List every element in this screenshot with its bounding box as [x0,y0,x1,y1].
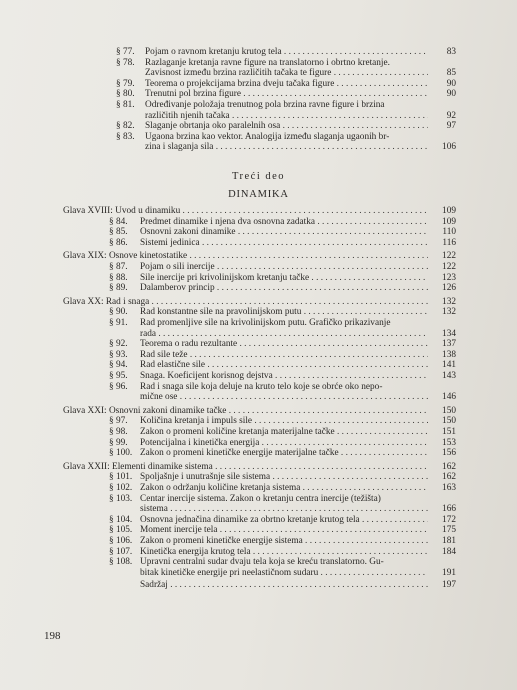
entry-title: Pojam o ravnom kretanju krutog tela . . . [145,47,428,57]
entry-title: Teorema o radu rezultante . . . [140,339,428,349]
page-ref: 162 [442,461,456,472]
section-number: § 99. [109,437,128,448]
section-title: DINAMIKA [228,189,289,200]
section-number: § 90. [109,307,128,318]
entry-title: Predmet dinamike i njena dva osnovna zadatka . . . [140,217,428,227]
entry-title: Rad promenljive sile na krivolinijskom putu. Grafičko prikazivanje [140,318,391,328]
page-ref: 150 [442,416,456,427]
entry-title: različitih njenih tačaka . . . [145,111,428,121]
entry-title: Osnovni zakoni dinamike . . . [140,227,428,237]
page-ref: 184 [442,546,456,557]
page-ref: 143 [442,371,456,381]
page-ref: 181 [442,536,456,546]
section-number: § 101. [109,472,133,483]
section-number: § 85. [109,227,128,238]
entry-title: sistema . . . [140,504,428,514]
entry-title: rada . . . [140,329,428,339]
entry-title: Glava XXI: Osnovni zakoni dinamike tačke . . . [63,406,428,416]
entry-title: Rad i snaga sile koja deluje na kruto telo koje se obrće oko nepo- [140,381,383,392]
page-ref: 90 [446,78,456,89]
page-ref: 122 [442,262,456,272]
section-number: § 98. [109,427,128,437]
page-ref: 126 [442,283,456,294]
section-number: § 97. [109,416,128,427]
section-number: § 93. [109,349,128,360]
entry-title: Rad elastične sile . . . [140,360,428,370]
entry-title: zina i slaganja sila . . . [145,142,428,152]
page-ref: 109 [442,206,456,216]
entry-title: Zavisnost između brzina različitih tačaka te figure . . . [145,68,428,78]
section-number: § 82. [116,121,135,132]
entry-title: Ugaona brzina kao vektor. Analogija između slaganja ugaonih br- [145,131,390,142]
entry-title: Određivanje položaja trenutnog pola brzina ravne figure i brzina [145,100,385,110]
page-number: 198 [44,630,61,642]
entry-title: Zakon o promeni količine kretanja materijalne tačke . . . [140,427,428,437]
entry-title: Zakon o promeni kinetičke energije sistema . . . [140,536,428,546]
page-ref: 153 [442,437,456,448]
entry-title: Dalamberov princip . . . [140,283,428,293]
page-ref: 156 [442,448,456,459]
entry-title: Glava XX: Rad i snaga . . . [63,297,428,307]
page-ref: 134 [442,328,456,339]
section-number: § 106. [109,536,133,546]
page-ref: 137 [442,339,456,350]
entry-title: Razlaganje kretanja ravne figure na translatorno i obrtno kretanje. [145,57,390,68]
section-number: § 89. [109,283,128,294]
page-ref: 166 [442,504,456,515]
page-ref: 97 [446,121,456,132]
section-number: § 81. [116,100,135,110]
section-number: § 77. [116,47,135,57]
page-ref: 123 [442,272,456,283]
section-number: § 80. [116,89,135,100]
entry-title: Upravni centralni sudar dvaju tela koja se kreću translatorno. Gu- [140,557,384,568]
section-number: § 105. [109,525,133,536]
section-number: § 95. [109,371,128,381]
section-number: § 83. [116,131,135,142]
entry-title: Slaganje obrtanja oko paralelnih osa . . . [145,121,428,131]
entry-title: Kinetička energija krutog tela . . . [140,547,428,557]
section-number: § 100. [109,448,133,459]
page-ref: 172 [442,514,456,525]
entry-title: Centar inercije sistema. Zakon o kretanju centra inercije (težišta) [140,493,381,504]
section-number: § 87. [109,262,128,272]
section-number: § 102. [109,483,133,493]
page-ref: 85 [446,68,456,79]
page-ref: 83 [446,47,456,57]
page-ref: 90 [446,89,456,100]
entry-title: Moment inercije tela . . . [140,525,428,535]
page-ref: 150 [442,405,456,416]
page-ref: 116 [442,237,456,248]
section-number: § 92. [109,339,128,350]
entry-title: mične ose . . . [140,392,428,402]
section-number: § 104. [109,514,133,525]
page-ref: 151 [442,427,456,437]
section-number: § 88. [109,272,128,283]
entry-title: Teorema o projekcijama brzina dveju tačaka figure . . . [145,79,428,89]
page-ref: 197 [442,580,456,591]
section-number: § 78. [116,57,135,68]
page-ref: 163 [442,483,456,493]
section-number: § 108. [109,557,133,568]
page-ref: 109 [442,216,456,227]
section-number: § 84. [109,216,128,227]
entry-title: Glava XVIII: Uvod u dinamiku . . . [63,206,428,216]
page-ref: 132 [442,296,456,307]
entry-title: Zakon o održanju količine kretanja sistema . . . [140,483,428,493]
entry-title: Osnovna jednačina dinamike za obrtno kretanje krutog tela . . . [140,515,428,525]
entry-title: Glava XXII: Elementi dinamike sistema . . . [63,462,428,472]
section-number: § 94. [109,360,128,371]
entry-title: bitak kinetičke energije pri neelastičnom sudaru . . . [140,568,428,578]
part-title: Treći deo [231,171,286,182]
entry-title: Rad sile teže . . . [140,350,428,360]
entry-title: Snaga. Koeficijent korisnog dejstva . . . [140,371,428,381]
section-number: § 86. [109,237,128,248]
entry-title: Glava XIX: Osnove kinetostatike . . . [63,251,428,261]
page-ref: 162 [442,472,456,483]
page-ref: 175 [442,525,456,536]
page-ref: 122 [442,251,456,262]
page-ref: 110 [442,227,456,238]
page-ref: 92 [446,110,456,121]
page-ref: 141 [442,360,456,371]
entry-title: Rad konstantne sile na pravolinijskom putu . . . [140,307,428,317]
entry-title: Spoljašnje i unutrašnje sile sistema . . . [140,472,428,482]
entry-title: Trenutni pol brzina figure . . . [145,89,428,99]
entry-title: Količina kretanja i impuls sile . . . [140,416,428,426]
entry-title: Sadržaj . . . [140,580,428,590]
entry-title: Sistemi jedinica . . . [140,238,428,248]
section-number: § 91. [109,318,128,328]
page-ref: 106 [442,142,456,153]
page-ref: 146 [442,392,456,403]
entry-title: Zakon o promeni kinetičke energije materijalne tačke . . . [140,448,428,458]
entry-title: Potencijalna i kinetička energija . . . [140,438,428,448]
page-ref: 132 [442,307,456,318]
section-number: § 96. [109,381,128,392]
entry-title: Sile inercije pri krivolinijskom kretanju tačke . . . [140,273,428,283]
entry-title: Pojam o sili inercije . . . [140,262,428,272]
page-ref: 191 [442,567,456,578]
section-number: § 79. [116,78,135,89]
page-ref: 138 [442,349,456,360]
section-number: § 107. [109,546,133,557]
section-number: § 103. [109,493,133,504]
